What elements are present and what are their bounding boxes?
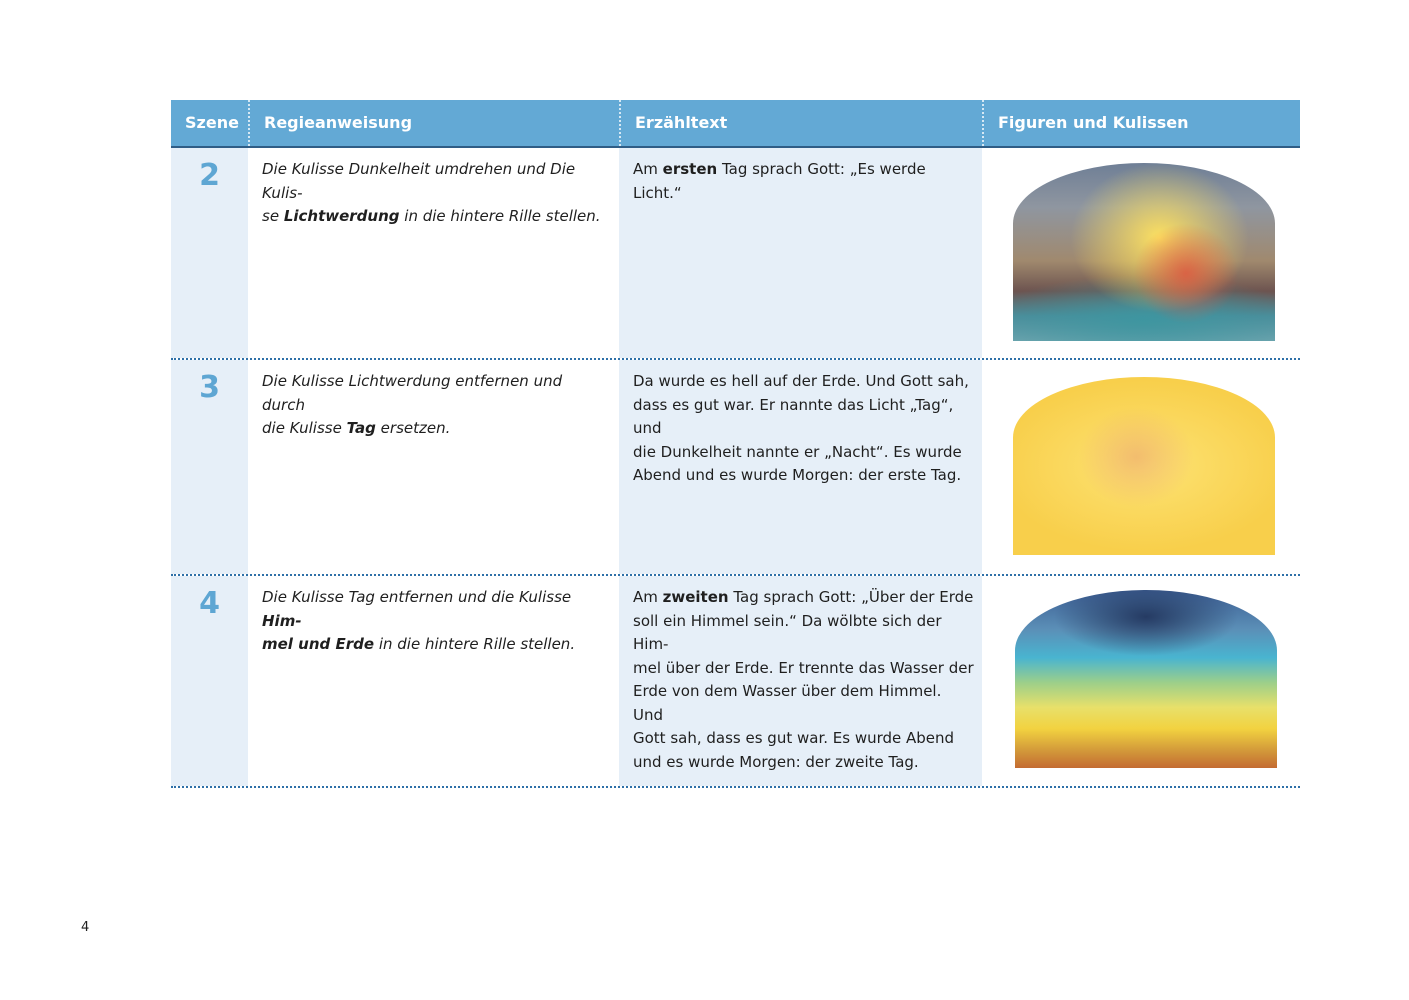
direction-text	[262, 586, 609, 657]
direction-text	[262, 158, 609, 229]
text-segment: die Dunkelheit nannte er „Nacht“. Es wurde	[633, 442, 962, 461]
header-scene: Szene	[185, 113, 239, 132]
text-segment: soll ein Himmel sein.“ Da wölbte sich der Him-	[633, 611, 942, 653]
scene-cell	[171, 148, 248, 358]
narration-cell	[619, 576, 982, 786]
text-segment: Erde von dem Wasser über dem Himmel. Und	[633, 682, 942, 724]
direction-cell	[248, 148, 619, 358]
direction-cell	[248, 576, 619, 786]
table-row	[171, 360, 1300, 576]
text-segment: dass es gut war. Er nannte das Licht „Tag“, und	[633, 395, 954, 437]
backdrop-day-image	[1013, 377, 1275, 555]
text-segment: Die Kulisse Dunkelheit umdrehen und Die Kulis-	[262, 160, 576, 202]
narration-text	[633, 586, 974, 774]
scene-cell	[171, 360, 248, 574]
scene-number: 3	[199, 370, 220, 405]
text-segment: Lichtwerdung	[283, 207, 400, 225]
text-segment: und es wurde Morgen: der zweite Tag.	[633, 752, 919, 771]
backdrop-light-image	[1013, 163, 1275, 341]
direction-cell	[248, 360, 619, 574]
text-segment: Die Kulisse Lichtwerdung entfernen und durch	[262, 372, 563, 414]
text-segment: Abend und es wurde Morgen: der erste Tag.	[633, 466, 962, 484]
text-segment: in die hintere Rille stellen.	[399, 207, 601, 225]
text-segment: Da wurde es hell auf der Erde. Und Gott sah,	[633, 372, 969, 390]
table-row	[171, 576, 1300, 788]
text-segment: Him-	[262, 611, 302, 630]
text-segment: Am	[633, 160, 663, 178]
backdrop-sky-earth-image	[1015, 590, 1277, 768]
header-direction: Regieanweisung	[248, 100, 619, 146]
figure-cell	[982, 360, 1300, 574]
scene-table	[171, 100, 1300, 788]
text-segment: Tag sprach Gott: „Es werde Licht.“	[633, 160, 926, 202]
text-segment: se	[262, 207, 284, 225]
text-segment: Die Kulisse Tag entfernen und die Kulisse	[262, 588, 572, 606]
text-segment: ersten	[662, 160, 718, 178]
text-segment: Am	[633, 588, 663, 606]
text-segment: ersetzen.	[375, 419, 451, 437]
text-segment: zweiten	[662, 588, 729, 606]
scene-number: 2	[199, 158, 220, 193]
text-segment: die Kulisse	[262, 419, 347, 437]
table-header	[171, 100, 1300, 148]
narration-text	[633, 158, 974, 205]
scene-cell	[171, 576, 248, 786]
text-segment: mel über der Erde. Er trennte das Wasser der	[633, 658, 974, 677]
text-segment: in die hintere Rille stellen.	[374, 635, 576, 653]
text-segment: Gott sah, dass es gut war. Es wurde Abend	[633, 729, 955, 747]
scene-number: 4	[199, 586, 220, 621]
text-segment: Tag	[346, 419, 376, 437]
header-figures: Figuren und Kulissen	[982, 100, 1300, 146]
narration-text	[633, 370, 974, 488]
header-narration: Erzähltext	[619, 100, 982, 146]
figure-cell	[982, 576, 1300, 786]
direction-text	[262, 370, 609, 441]
narration-cell	[619, 360, 982, 574]
table-row	[171, 148, 1300, 360]
narration-cell	[619, 148, 982, 358]
text-segment: mel und Erde	[262, 635, 375, 653]
text-segment: Tag sprach Gott: „Über der Erde	[728, 588, 974, 606]
page-number: 4	[81, 920, 90, 935]
figure-cell	[982, 148, 1300, 358]
